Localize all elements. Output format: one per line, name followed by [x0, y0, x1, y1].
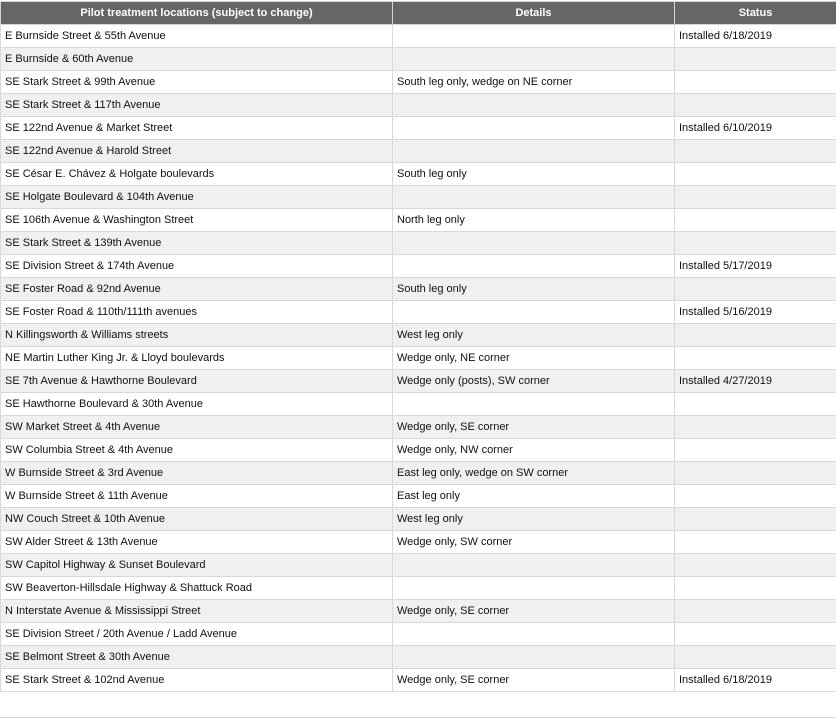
location-cell: SE 122nd Avenue & Market Street	[1, 117, 393, 140]
table-body	[1, 25, 836, 692]
details-cell: East leg only	[393, 485, 675, 508]
details-cell: South leg only, wedge on NE corner	[393, 71, 675, 94]
status-cell	[675, 646, 836, 669]
details-cell	[393, 554, 675, 577]
status-cell	[675, 439, 836, 462]
location-cell: NW Couch Street & 10th Avenue	[1, 508, 393, 531]
location-cell: SE Stark Street & 102nd Avenue	[1, 669, 393, 692]
location-cell: SW Alder Street & 13th Avenue	[1, 531, 393, 554]
details-cell	[393, 25, 675, 48]
details-cell	[393, 393, 675, 416]
location-cell: SE Foster Road & 92nd Avenue	[1, 278, 393, 301]
header-status: Status	[675, 2, 836, 25]
location-cell: SE Hawthorne Boulevard & 30th Avenue	[1, 393, 393, 416]
table-row	[1, 25, 836, 48]
details-cell: Wedge only, SW corner	[393, 531, 675, 554]
status-cell	[675, 531, 836, 554]
details-cell	[393, 117, 675, 140]
location-cell: N Interstate Avenue & Mississippi Street	[1, 600, 393, 623]
location-cell: W Burnside Street & 11th Avenue	[1, 485, 393, 508]
table-row	[1, 48, 836, 71]
table-row	[1, 278, 836, 301]
table-row	[1, 600, 836, 623]
table-row	[1, 508, 836, 531]
details-cell	[393, 646, 675, 669]
status-cell	[675, 462, 836, 485]
location-cell: SE Holgate Boulevard & 104th Avenue	[1, 186, 393, 209]
status-cell	[675, 94, 836, 117]
status-cell	[675, 600, 836, 623]
location-cell: SE Stark Street & 139th Avenue	[1, 232, 393, 255]
details-cell	[393, 301, 675, 324]
status-cell: Installed 6/18/2019	[675, 669, 836, 692]
details-cell: South leg only	[393, 278, 675, 301]
table-row	[1, 416, 836, 439]
location-cell: SW Market Street & 4th Avenue	[1, 416, 393, 439]
location-cell: SE 7th Avenue & Hawthorne Boulevard	[1, 370, 393, 393]
status-cell	[675, 347, 836, 370]
location-cell: SE Stark Street & 99th Avenue	[1, 71, 393, 94]
status-cell: Installed 5/16/2019	[675, 301, 836, 324]
status-cell: Installed 6/18/2019	[675, 25, 836, 48]
location-cell: SW Capitol Highway & Sunset Boulevard	[1, 554, 393, 577]
details-cell	[393, 186, 675, 209]
table-row	[1, 209, 836, 232]
table-row	[1, 255, 836, 278]
details-cell	[393, 232, 675, 255]
status-cell	[675, 71, 836, 94]
location-cell: SE Stark Street & 117th Avenue	[1, 94, 393, 117]
status-cell	[675, 48, 836, 71]
location-cell: SE 106th Avenue & Washington Street	[1, 209, 393, 232]
location-cell: SE 122nd Avenue & Harold Street	[1, 140, 393, 163]
header-details: Details	[393, 2, 675, 25]
location-cell: SE Division Street / 20th Avenue / Ladd Avenue	[1, 623, 393, 646]
location-cell: E Burnside Street & 55th Avenue	[1, 25, 393, 48]
location-cell: E Burnside & 60th Avenue	[1, 48, 393, 71]
details-cell	[393, 577, 675, 600]
location-cell: N Killingsworth & Williams streets	[1, 324, 393, 347]
details-cell: Wedge only, NW corner	[393, 439, 675, 462]
table-header-row	[1, 2, 836, 25]
location-cell: NE Martin Luther King Jr. & Lloyd boulevards	[1, 347, 393, 370]
status-cell	[675, 485, 836, 508]
status-cell	[675, 508, 836, 531]
status-cell: Installed 4/27/2019	[675, 370, 836, 393]
table-row	[1, 186, 836, 209]
status-cell	[675, 416, 836, 439]
table-row	[1, 439, 836, 462]
status-cell	[675, 577, 836, 600]
location-cell: SE César E. Chávez & Holgate boulevards	[1, 163, 393, 186]
table-row	[1, 485, 836, 508]
details-cell: Wedge only (posts), SW corner	[393, 370, 675, 393]
status-cell	[675, 623, 836, 646]
details-cell: South leg only	[393, 163, 675, 186]
table-row	[1, 669, 836, 692]
header-location: Pilot treatment locations (subject to change)	[1, 2, 393, 25]
location-cell: SW Beaverton-Hillsdale Highway & Shattuck Road	[1, 577, 393, 600]
table-row	[1, 646, 836, 669]
status-cell	[675, 140, 836, 163]
status-cell	[675, 393, 836, 416]
details-cell	[393, 255, 675, 278]
location-cell: SE Foster Road & 110th/111th avenues	[1, 301, 393, 324]
table-row	[1, 140, 836, 163]
details-cell	[393, 48, 675, 71]
table-row	[1, 531, 836, 554]
table-row	[1, 301, 836, 324]
table-row	[1, 462, 836, 485]
details-cell: Wedge only, SE corner	[393, 416, 675, 439]
details-cell: West leg only	[393, 508, 675, 531]
status-cell	[675, 232, 836, 255]
location-cell: SE Division Street & 174th Avenue	[1, 255, 393, 278]
bottom-divider	[0, 717, 836, 718]
table-row	[1, 71, 836, 94]
details-cell: Wedge only, SE corner	[393, 600, 675, 623]
status-cell	[675, 186, 836, 209]
table-row	[1, 232, 836, 255]
details-cell	[393, 140, 675, 163]
table-row	[1, 117, 836, 140]
status-cell: Installed 5/17/2019	[675, 255, 836, 278]
details-cell: West leg only	[393, 324, 675, 347]
location-cell: SW Columbia Street & 4th Avenue	[1, 439, 393, 462]
table-row	[1, 577, 836, 600]
table-row	[1, 370, 836, 393]
table-row	[1, 163, 836, 186]
table-row	[1, 623, 836, 646]
details-cell: Wedge only, NE corner	[393, 347, 675, 370]
table-row	[1, 554, 836, 577]
status-cell: Installed 6/10/2019	[675, 117, 836, 140]
pilot-locations-table	[0, 1, 836, 692]
table-row	[1, 94, 836, 117]
details-cell	[393, 623, 675, 646]
status-cell	[675, 163, 836, 186]
location-cell: W Burnside Street & 3rd Avenue	[1, 462, 393, 485]
status-cell	[675, 324, 836, 347]
details-cell: East leg only, wedge on SW corner	[393, 462, 675, 485]
details-cell: Wedge only, SE corner	[393, 669, 675, 692]
details-cell: North leg only	[393, 209, 675, 232]
table-row	[1, 393, 836, 416]
table-row	[1, 347, 836, 370]
details-cell	[393, 94, 675, 117]
status-cell	[675, 554, 836, 577]
location-cell: SE Belmont Street & 30th Avenue	[1, 646, 393, 669]
status-cell	[675, 278, 836, 301]
table-row	[1, 324, 836, 347]
status-cell	[675, 209, 836, 232]
